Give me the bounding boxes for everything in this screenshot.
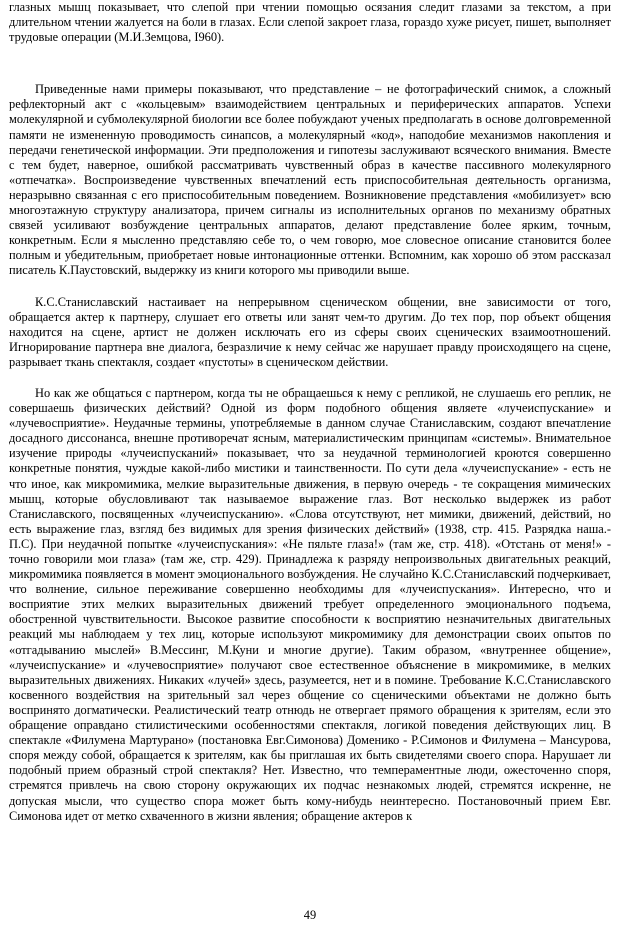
page-number: 49 <box>303 908 317 922</box>
paragraph-1: глазных мышц показывает, что слепой при чтении помощью осязания следит глазами за текстом, а при длительном чтении жалуется на боли в глазах. Если слепой закроет глаза, гораздо хуже рисует, пишет, выполняет трудовые операции (М.И.Земцова, I960). <box>9 0 611 45</box>
paragraph-4: Но как же общаться с партнером, когда ты не обращаешься к нему с репликой, не слушаешь его реплик, не совершаешь физических действий? Одной из форм подобного общения являете «лучеиспускание» и «лучевосприятие». Неудачные термины, употребляемые в данном случае Станиславским, создают впечатление досадного диссонанса, внешне противоречат ясным, материалистическим принципам «системы». Внимательное изучение природы «лучеиспусканий» показывает, что за неудачной терминологией кроются совершенно конкретные понятия, чуждые какой-либо мистики и таинственности. По сути дела «лучеиспускание» - есть не что иное, как микромимика, мелкие выразительные движения, в первую очередь - те сокращения мимических мышц, которые обусловливают так называемое выражение глаз. Вот несколько выдержек из работ Станиславского, посвященных «лучеиспусканию». «Слова отсутствуют, нет мимики, движений, действий, но есть выражение глаз, взгляд без видимых для зрения физических действий» (1938, стр. 415. Разрядка наша.- П.С). При неудачной попытке «лучеиспускания»: «Не пяльте глаза!» (там же, стр. 418). «Отстань от меня!» - точно говорили мои глаза» (там же, стр. 429). Принадлежа к разряду непроизвольных двигательных реакций, микромимика появляется в момент эмоционального возбуждения. Не случайно К.С.Станиславский подчеркивает, что волнение, сильное переживание совершенно необходимы для «лучеиспускания». Интересно, что и восприятие этих мелких выразительных движений требует определенного эмоционального подъема, обостренной чувствительности. Высокое развитие способности к восприятию незначительных двигательных реакций мы наблюдаем у тех лиц, которые используют микромимику для демонстрации своих опытов по «отгадыванию мыслей» В.Мессинг, М.Куни и многие другие). Таким образом, «внутреннее общение», «лучеиспускание» и «лучевосприятие» получают свое естественное объяснение в микромимике, в мелких выразительных движениях. Никаких «лучей» здесь, разумеется, нет и в помине. Требование К.С.Станиславского косвенного воздействия на зрительный зал через общение со сценическими объектами не должно быть воспринято догматически. Реалистический театр отнюдь не отвергает прямого обращения к зрителям, если это обращение оправдано стилистическими особенностями спектакля, логикой поведения действующих лиц. В спектакле «Филумена Мартурано» (постановка Евг.Симонова) Доменико - Р.Симонов и Филумена – Мансурова, споря между собой, обращается к зрителям, как бы приглашая их быть свидетелями своего спора. Нарушает ли подобный прием образный строй спектакля? Нет. Известно, что темпераментные люди, ожесточенно споря, стремятся привлечь на свою сторону окружающих их подчас незнакомых людей, стремятся искренне, не допуская мысли, что существо спора может быть кому-нибудь неинтересно. Постановочный прием Евг. Симонова идет от метко схваченного в жизни явления; обращение актеров к <box>9 385 611 823</box>
body-text <box>9 0 611 824</box>
paragraph-2: Приведенные нами примеры показывают, что представление – не фотографический снимок, а сложный рефлекторный акт с «кольцевым» взаимодействием центральных и периферических аппаратов. Успехи молекулярной и субмолекулярной биологии все более побуждают ученых предполагать в основе долговременной памяти не измененную проводимость синапсов, а молекулярный «код», наподобие механизмов накопления и передачи генетической информации. Эти предположения и гипотезы заслуживают всяческого внимания. Вместе с тем будет, наверное, ошибкой рассматривать чувственный образ в качестве пассивного молекулярного «отпечатка». Воспроизведение чувственных впечатлений есть приспособительная деятельность организма, неразрывно связанная с его приспособительным поведением. Возникновение представления «мобилизует» всю многоэтажную структуру анализатора, причем сигналы из исполнительных органов по механизму обратных связей усиливают возбуждение центральных аппаратов, делают представление более ярким, точным, конкретным. Если я мысленно представляю себе то, о чем говорю, мое словесное описание становится более полным и убедительным, приобретает новые интонационные оттенки. Вспомним, как хорошо об этом рассказал писатель К.Паустовский, выдержку из книги которого мы приводили выше. <box>9 82 611 278</box>
paragraph-3: К.С.Станиславский настаивает на непрерывном сценическом общении, вне зависимости от того, обращается актер к партнеру, слушает его ответы или занят чем-то другим. До тех пор, пор объект общения находится на сцене, артист не должен исключать его из сферы своих сценических взаимоотношений. Игнорирование партнера вне диалога, безразличие к нему сейчас же нарушает правду происходящего на сцене, разрывает ткань спектакля, создает «пустоты» в сценическом действии. <box>9 294 611 369</box>
